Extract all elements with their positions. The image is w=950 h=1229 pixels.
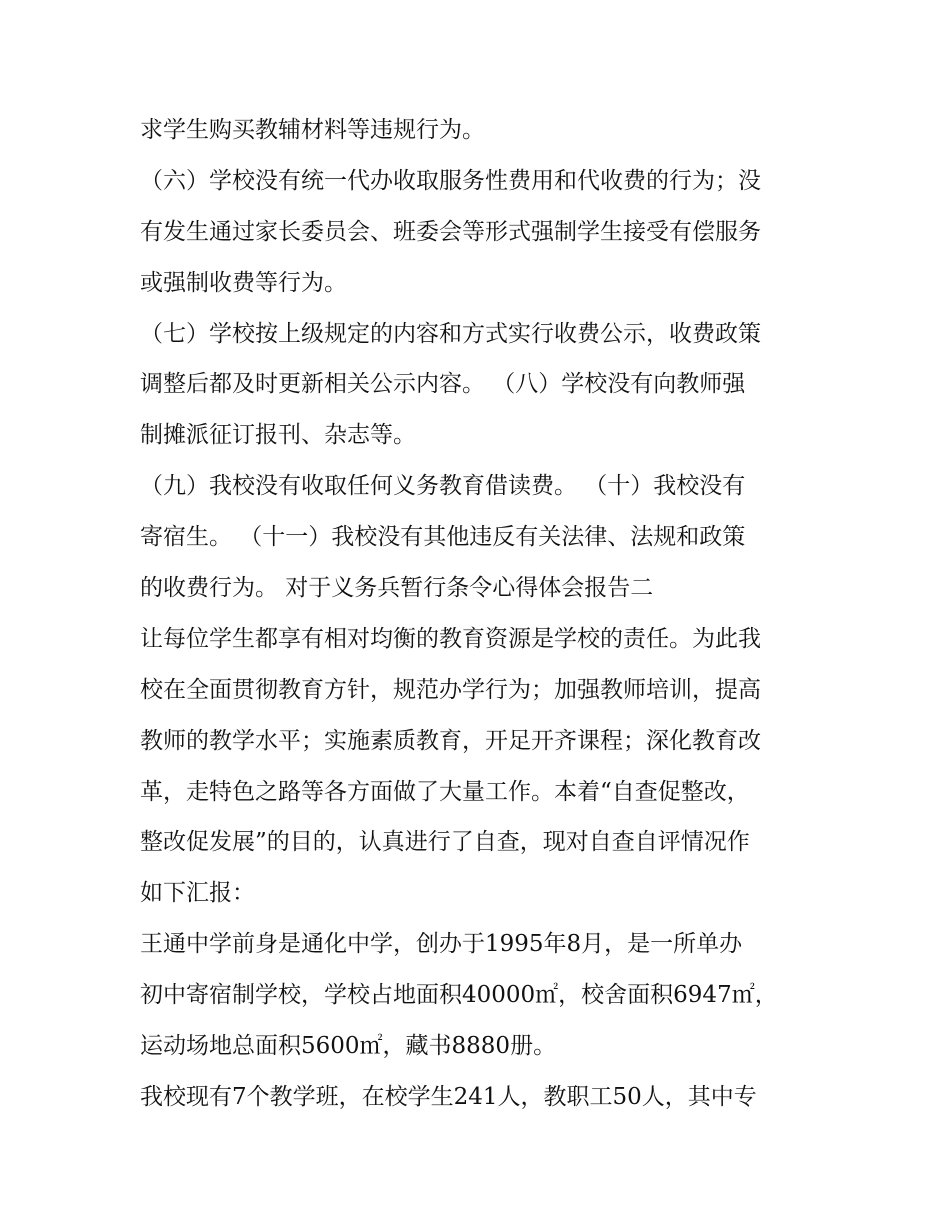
text-line: 整改促发展”的目的，认真进行了自查，现对自查自评情况作 bbox=[140, 829, 750, 856]
text-line: 校在全面贯彻教育方针，规范办学行为；加强教师培训，提高 bbox=[140, 676, 761, 703]
text-line: 运动场地总面积5600㎡，藏书8880册。 bbox=[140, 1033, 557, 1060]
text-line: （六）学校没有统一代办收取服务性费用和代收费的行为；没 bbox=[140, 167, 761, 194]
text-line: 制摊派征订报刊、杂志等。 bbox=[140, 422, 416, 449]
text-line: 我校现有7个教学班，在校学生241人，教职工50人，其中专 bbox=[140, 1083, 757, 1110]
text-line: 有发生通过家长委员会、班委会等形式强制学生接受有偿服务 bbox=[140, 218, 761, 245]
text-line: 的收费行为。 对于义务兵暂行条令心得体会报告二 bbox=[140, 575, 654, 602]
text-line: 王通中学前身是通化中学，创办于1995年8月，是一所单办 bbox=[140, 931, 743, 958]
text-line: 让每位学生都享有相对均衡的教育资源是学校的责任。为此我 bbox=[140, 625, 761, 652]
text-line: 调整后都及时更新相关公示内容。 （八）学校没有向教师强 bbox=[140, 371, 746, 398]
document-body bbox=[140, 110, 830, 1128]
text-line: 寄宿生。 （十一）我校没有其他违反有关法律、法规和政策 bbox=[140, 524, 746, 551]
text-line: 革，走特色之路等各方面做了大量工作。本着“自查促整改， bbox=[140, 778, 750, 805]
text-line: 如下汇报： bbox=[140, 880, 255, 907]
text-line: 初中寄宿制学校，学校占地面积40000㎡，校舍面积6947㎡， bbox=[140, 982, 778, 1009]
text-line: 或强制收费等行为。 bbox=[140, 269, 347, 296]
text-line: （九）我校没有收取任何义务教育借读费。 （十）我校没有 bbox=[140, 473, 746, 500]
text-line: （七）学校按上级规定的内容和方式实行收费公示，收费政策 bbox=[140, 320, 761, 347]
text-line: 求学生购买教辅材料等违规行为。 bbox=[140, 117, 485, 143]
text-line: 教师的教学水平；实施素质教育，开足开齐课程；深化教育改 bbox=[140, 727, 761, 754]
